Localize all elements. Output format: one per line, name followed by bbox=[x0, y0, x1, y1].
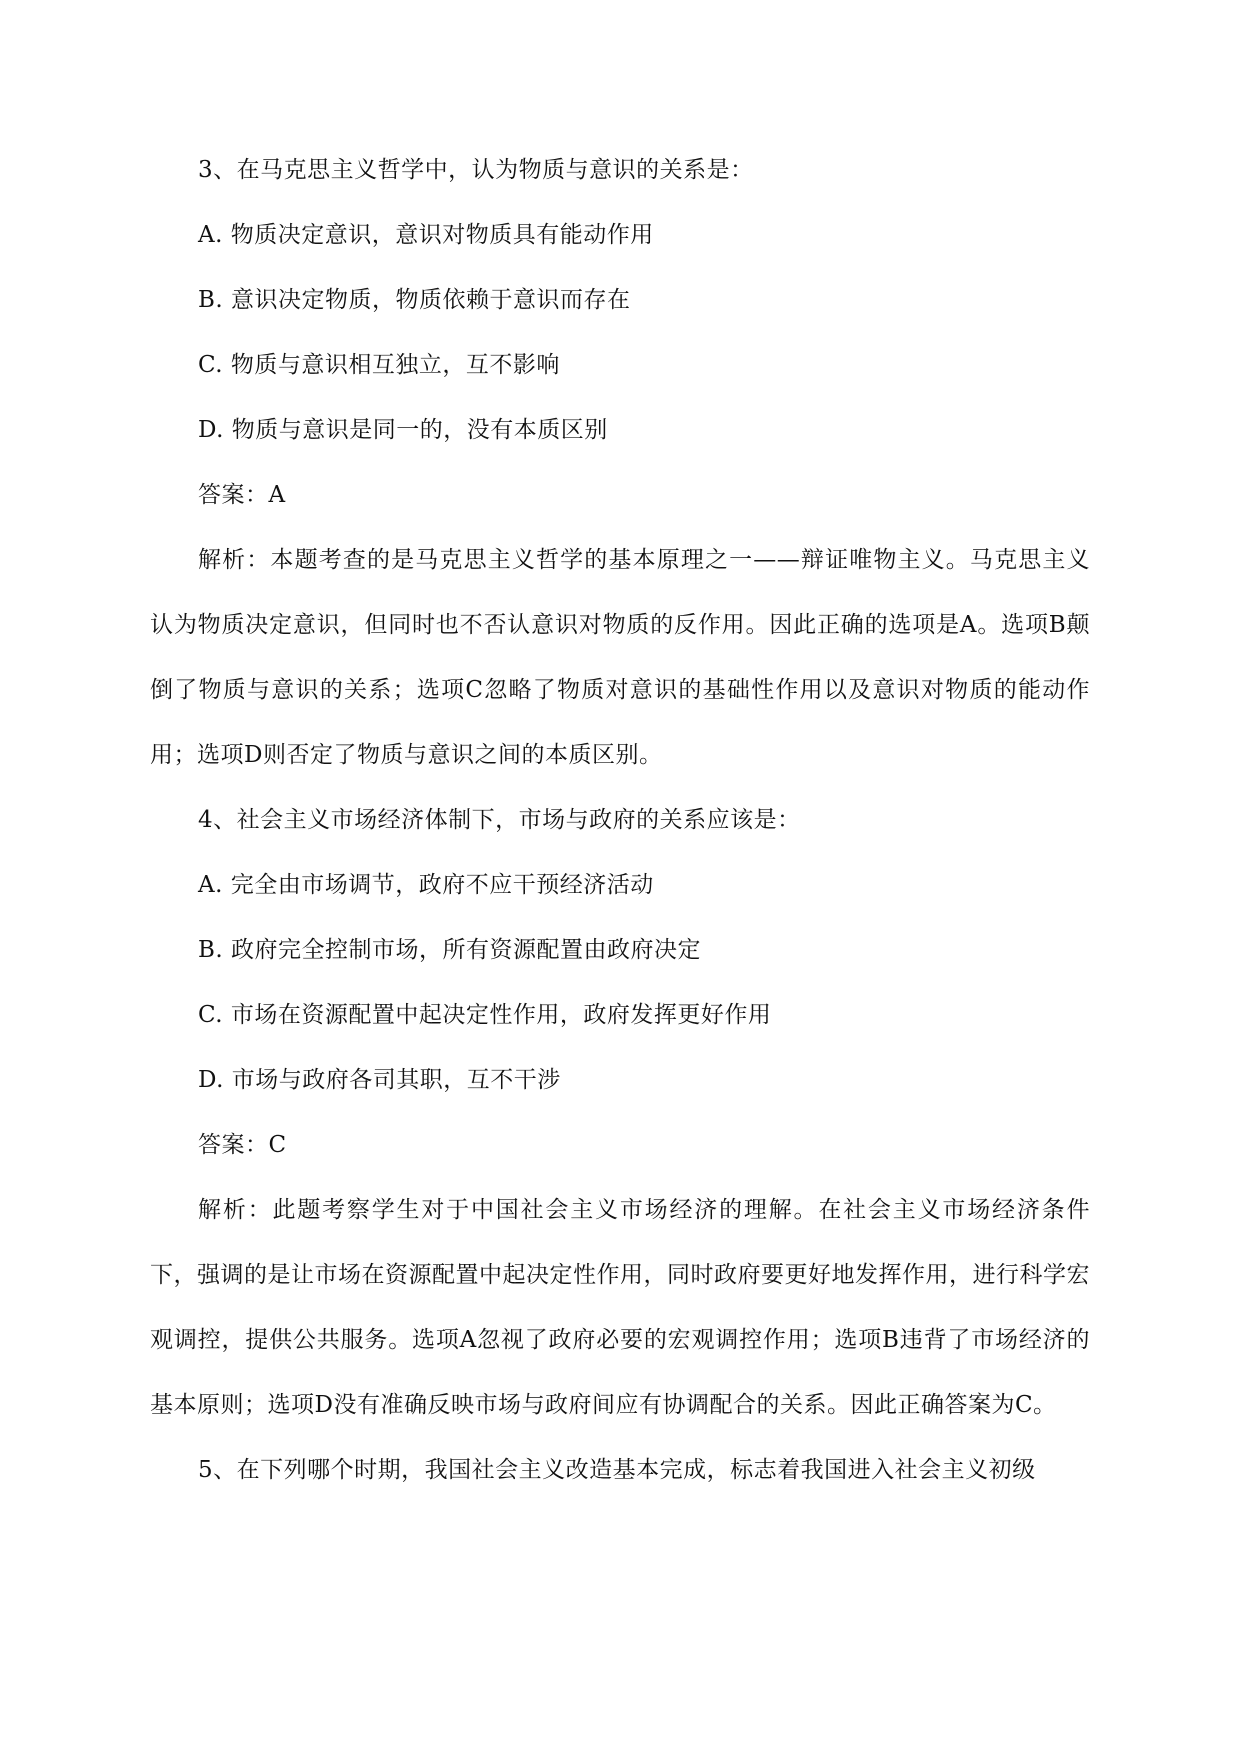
q3-answer: 答案：A bbox=[198, 482, 286, 508]
document-body bbox=[150, 138, 1090, 1503]
q3-option-b: B. 意识决定物质，物质依赖于意识而存在 bbox=[198, 287, 631, 313]
q4-option-b: B. 政府完全控制市场，所有资源配置由政府决定 bbox=[198, 937, 702, 963]
q4-answer: 答案：C bbox=[198, 1132, 287, 1158]
q3-option-c: C. 物质与意识相互独立，互不影响 bbox=[198, 352, 560, 378]
q4-option-d: D. 市场与政府各司其职，互不干涉 bbox=[198, 1067, 561, 1093]
q3-option-a: A. 物质决定意识，意识对物质具有能动作用 bbox=[198, 222, 654, 248]
question-5: 5、在下列哪个时期，我国社会主义改造基本完成，标志着我国进入社会主义初级 bbox=[198, 1457, 1036, 1483]
question-3: 3、在马克思主义哲学中，认为物质与意识的关系是： bbox=[198, 157, 754, 183]
q3-analysis: 解析：本题考查的是马克思主义哲学的基本原理之一——辩证唯物主义。马克思主义认为物质决定意识，但同时也不否认意识对物质的反作用。因此正确的选项是A。选项B颠倒了物质与意识的关系；选项C忽略了物质对意识的基础性作用以及意识对物质的能动作用；选项D则否定了物质与意识之间的本质区别。 bbox=[150, 547, 1090, 768]
question-4: 4、社会主义市场经济体制下，市场与政府的关系应该是： bbox=[198, 807, 801, 833]
q4-option-a: A. 完全由市场调节，政府不应干预经济活动 bbox=[198, 872, 654, 898]
q4-option-c: C. 市场在资源配置中起决定性作用，政府发挥更好作用 bbox=[198, 1002, 772, 1028]
q3-option-d: D. 物质与意识是同一的，没有本质区别 bbox=[198, 417, 608, 443]
q4-analysis: 解析：此题考察学生对于中国社会主义市场经济的理解。在社会主义市场经济条件下，强调的是让市场在资源配置中起决定性作用，同时政府要更好地发挥作用，进行科学宏观调控，提供公共服务。选项A忽视了政府必要的宏观调控作用；选项B违背了市场经济的基本原则；选项D没有准确反映市场与政府间应有协调配合的关系。因此正确答案为C。 bbox=[150, 1197, 1090, 1418]
